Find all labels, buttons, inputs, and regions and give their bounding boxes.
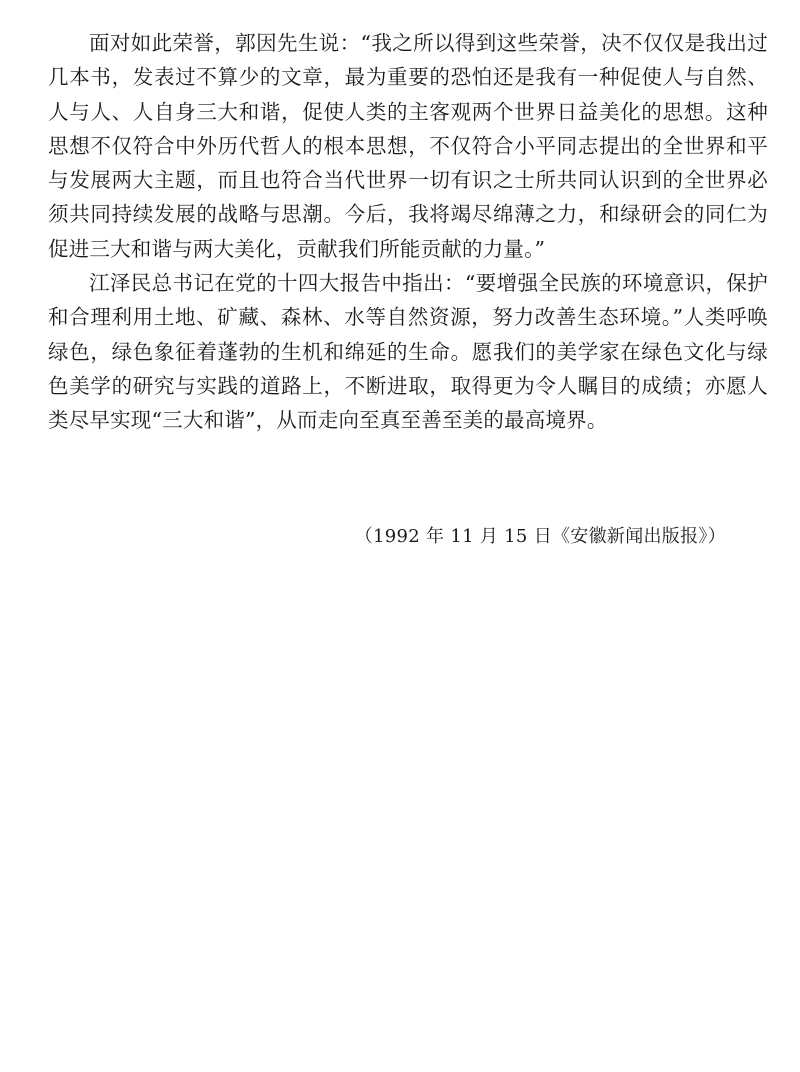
article-body [48,26,768,438]
source-citation: （1992 年 11 月 15 日《安徽新闻出版报》） [354,526,726,547]
paragraph-guo-yin-quote: 面对如此荣誉，郭因先生说：“我之所以得到这些荣誉，决不仅仅是我出过几本书，发表过不算少的文章，最为重要的恐怕还是我有一种促使人与自然、人与人、人自身三大和谐，促使人类的主客观两个世界日益美化的思想。这种思想不仅符合中外历代哲人的根本思想，不仅符合小平同志提出的全世界和平与发展两大主题，而且也符合当代世界一切有识之士所共同认识到的全世界必须共同持续发展的战略与思潮。今后，我将竭尽绵薄之力，和绿研会的同仁为促进三大和谐与两大美化，贡献我们所能贡献的力量。” [48,31,768,261]
paragraph-conclusion: 江泽民总书记在党的十四大报告中指出：“要增强全民族的环境意识，保护和合理利用土地、矿藏、森林、水等自然资源，努力改善生态环境。”人类呼唤绿色，绿色象征着蓬勃的生机和绵延的生命。愿我们的美学家在绿色文化与绿色美学的研究与实践的道路上，不断进取，取得更为令人瞩目的成绩；亦愿人类尽早实现“三大和谐”，从而走向至真至善至美的最高境界。 [48,271,768,433]
